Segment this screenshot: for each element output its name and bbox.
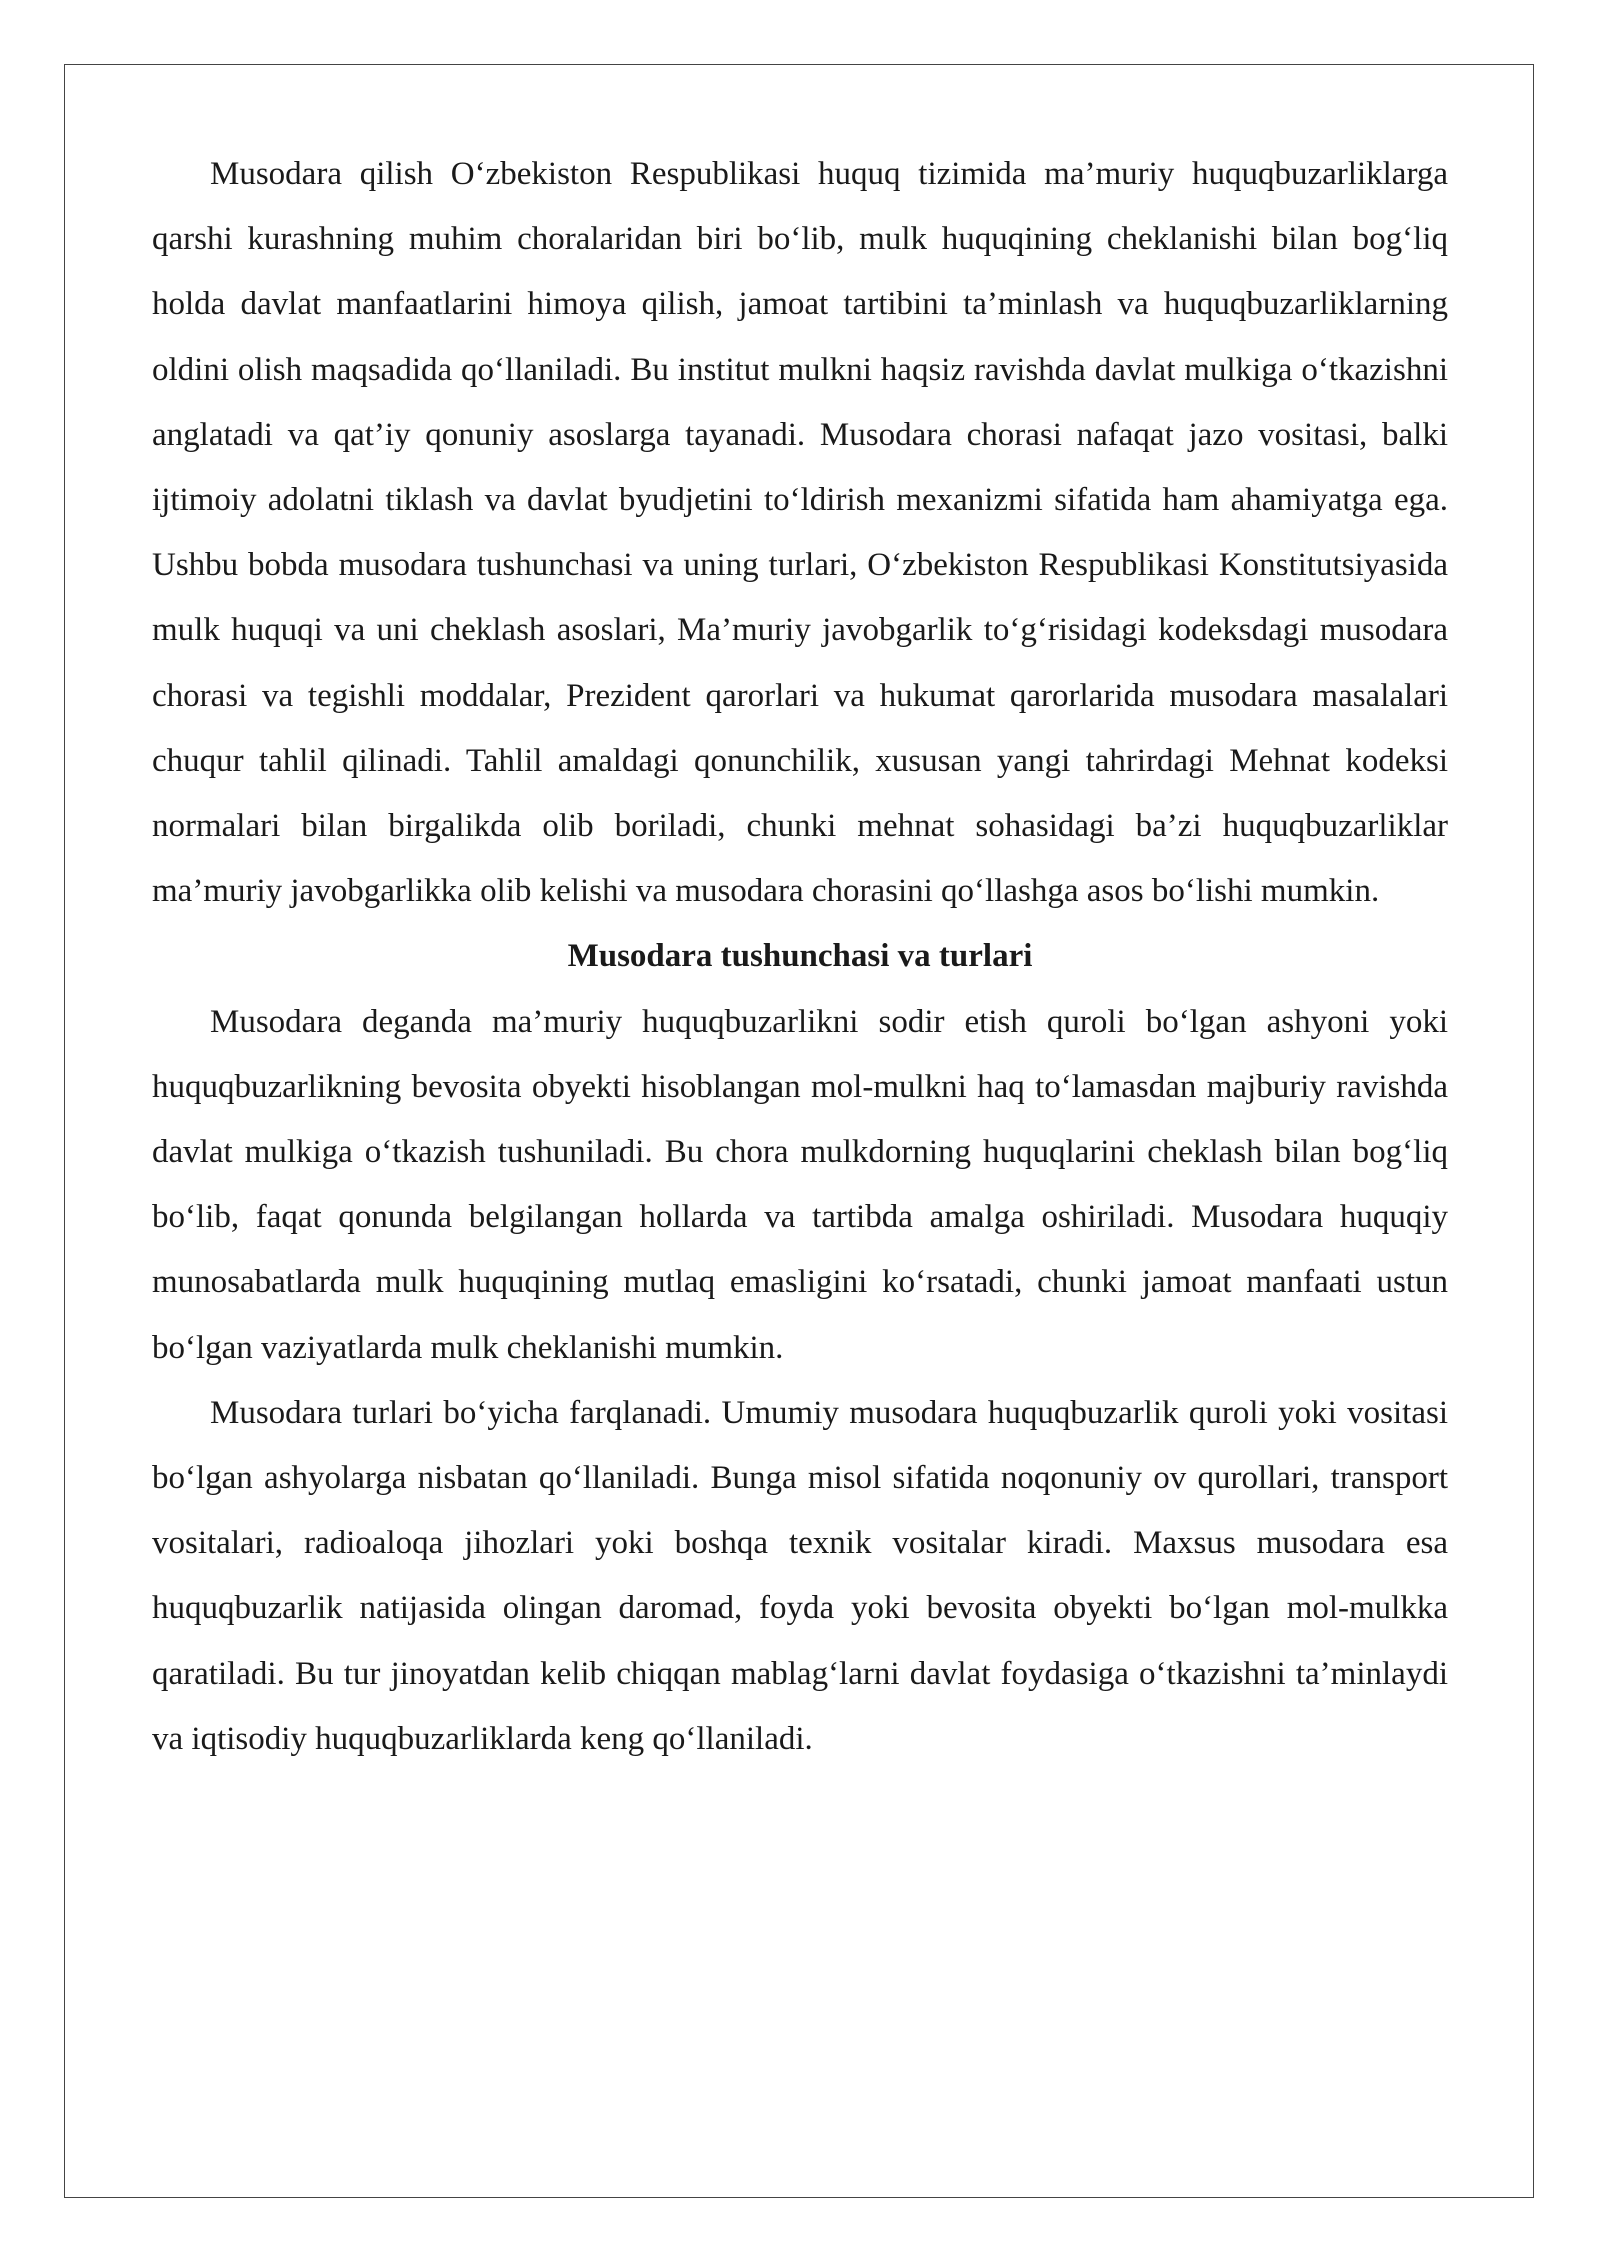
document-body — [152, 142, 1448, 1772]
paragraph-intro: Musodara qilish O‘zbekiston Respublikasi huquq tizimida ma’muriy huquqbuzarliklarga qarshi kurashning muhim choralaridan biri bo‘lib, mulk huquqining cheklanishi bilan bog‘liq holda davlat manfaatlarini himoya qilish, jamoat tartibini ta’minlash va huquqbuzarliklarning oldini olish maqsadida qo‘llaniladi. Bu institut mulkni haqsiz ravishda davlat mulkiga o‘tkazishni anglatadi va qat’iy qonuniy asoslarga tayanadi. Musodara chorasi nafaqat jazo vositasi, balki ijtimoiy adolatni tiklash va davlat byudjetini to‘ldirish mexanizmi sifatida ham ahamiyatga ega. Ushbu bobda musodara tushunchasi va uning turlari, O‘zbekiston Respublikasi Konstitutsiyasida mulk huquqi va uni cheklash asoslari, Ma’muriy javobgarlik to‘g‘risidagi kodeksdagi musodara chorasi va tegishli moddalar, Prezident qarorlari va hukumat qarorlarida musodara masalalari chuqur tahlil qilinadi. Tahlil amaldagi qonunchilik, xususan yangi tahrirdagi Mehnat kodeksi normalari bilan birgalikda olib boriladi, chunki mehnat sohasidagi ba’zi huquqbuzarliklar ma’muriy javobgarlikka olib kelishi va musodara chorasini qo‘llashga asos bo‘lishi mumkin. — [152, 156, 1448, 910]
paragraph-definition: Musodara deganda ma’muriy huquqbuzarlikni sodir etish quroli bo‘lgan ashyoni yoki huquqbuzarlikning bevosita obyekti hisoblangan mol-mulkni haq to‘lamasdan majburiy ravishda davlat mulkiga o‘tkazish tushuniladi. Bu chora mulkdorning huquqlarini cheklash bilan bog‘liq bo‘lib, faqat qonunda belgilangan hollarda va tartibda amalga oshiriladi. Musodara huquqiy munosabatlarda mulk huquqining mutlaq emasligini ko‘rsatadi, chunki jamoat manfaati ustun bo‘lgan vaziyatlarda mulk cheklanishi mumkin. — [152, 1003, 1448, 1366]
paragraph-types: Musodara turlari bo‘yicha farqlanadi. Umumiy musodara huquqbuzarlik quroli yoki vositasi bo‘lgan ashyolarga nisbatan qo‘llaniladi. Bunga misol sifatida noqonuniy ov qurollari, transport vositalari, radioaloqa jihozlari yoki boshqa texnik vositalar kiradi. Maxsus musodara esa huquqbuzarlik natijasida olingan daromad, foyda yoki bevosita obyekti bo‘lgan mol-mulkka qaratiladi. Bu tur jinoyatdan kelib chiqqan mablag‘larni davlat foydasiga o‘tkazishni ta’minlaydi va iqtisodiy huquqbuzarliklarda keng qo‘llaniladi. — [152, 1394, 1448, 1757]
section-heading: Musodara tushunchasi va turlari — [567, 938, 1033, 975]
